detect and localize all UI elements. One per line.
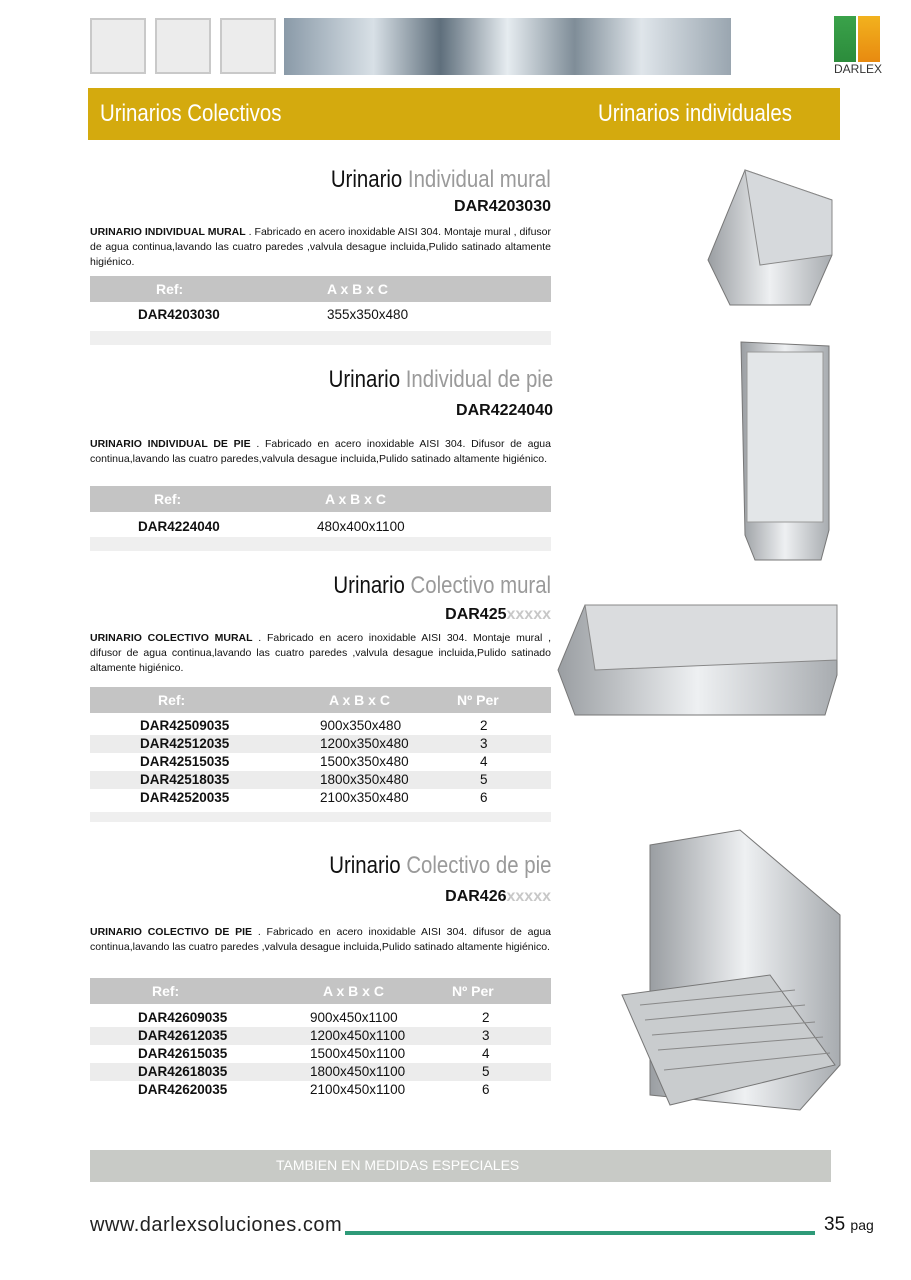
table-cell: 1800x350x480 bbox=[320, 772, 409, 787]
product-code: DAR4203030 bbox=[454, 198, 551, 215]
table-row bbox=[90, 735, 551, 753]
table-row bbox=[90, 771, 551, 789]
table-footer-stripe bbox=[90, 537, 551, 551]
table-cell: DAR42520035 bbox=[140, 790, 230, 805]
table-cell: 900x350x480 bbox=[320, 718, 402, 733]
table-cell: DAR42615035 bbox=[138, 1046, 228, 1061]
table-cell: 5 bbox=[482, 1064, 490, 1079]
table-cell: 6 bbox=[482, 1082, 490, 1097]
table-row bbox=[90, 1063, 551, 1081]
table-cell: 1200x450x1100 bbox=[310, 1028, 406, 1043]
table-cell: DAR42609035 bbox=[138, 1010, 228, 1025]
right-title: Urinarios individuales bbox=[598, 100, 792, 127]
table-cell: 2 bbox=[482, 1010, 490, 1025]
darlex-logo: DARLEX bbox=[834, 16, 882, 78]
table-row bbox=[90, 1081, 551, 1099]
product-title: Urinario Colectivo mural bbox=[333, 572, 551, 599]
urinal-colectivo-pie-image bbox=[620, 825, 860, 1115]
table-cell: DAR42509035 bbox=[140, 718, 230, 733]
table-cell: 4 bbox=[482, 1046, 490, 1061]
urinal-individual-mural-image bbox=[700, 165, 840, 315]
product-description: URINARIO COLECTIVO MURAL . Fabricado en acero inoxidable AISI 304. Montaje mural , difusor de agua continua,lavando las cuatro paredes ,valvula desague incluida,Pulido satinado altamente higiénico. bbox=[90, 632, 551, 674]
table-cell: 2 bbox=[480, 718, 488, 733]
table-row bbox=[90, 1045, 551, 1063]
table-cell: 1500x450x1100 bbox=[310, 1046, 406, 1061]
product-description: URINARIO INDIVIDUAL DE PIE . Fabricado en acero inoxidable AISI 304. Difusor de agua continua,lavando las cuatro paredes,valvula desague incluida,Pulido satinado altamente higiénico. bbox=[90, 438, 551, 465]
table-cell: 1800x450x1100 bbox=[310, 1064, 406, 1079]
table-row: DAR4224040 480x400x1100 bbox=[138, 519, 405, 534]
section-header-bar bbox=[88, 88, 840, 140]
table-row bbox=[90, 753, 551, 771]
table-cell: DAR42512035 bbox=[140, 736, 230, 751]
table-header: Ref: A x B x C bbox=[90, 486, 551, 512]
special-sizes-banner: TAMBIEN EN MEDIDAS ESPECIALES bbox=[90, 1150, 831, 1182]
table-cell: 6 bbox=[480, 790, 488, 805]
product-description: URINARIO COLECTIVO DE PIE . Fabricado en acero inoxidable AISI 304. difusor de agua continua,lavando las cuatro paredes ,valvula desague incluida,Pulido satinado altamente higiénico. bbox=[90, 926, 551, 953]
table-cell: DAR42618035 bbox=[138, 1064, 228, 1079]
table-cell: DAR42515035 bbox=[140, 754, 230, 769]
product-title: Urinario Colectivo de pie bbox=[328, 852, 551, 879]
table-cell: 1500x350x480 bbox=[320, 754, 409, 769]
table-header: Ref: A x B x C Nº Per bbox=[90, 687, 551, 713]
table-cell: 5 bbox=[480, 772, 488, 787]
table-cell: 900x450x1100 bbox=[310, 1010, 398, 1025]
table-header: Ref: A x B x C Nº Per bbox=[90, 978, 551, 1004]
table-row: DAR4203030 355x350x480 bbox=[138, 307, 409, 322]
table-cell: 3 bbox=[480, 736, 488, 751]
table-row bbox=[90, 1027, 551, 1045]
cleanroom-suit-icon bbox=[220, 18, 276, 74]
table-footer-stripe bbox=[90, 331, 551, 345]
product-code: DAR425xxxxx bbox=[445, 606, 551, 623]
table-cell: 4 bbox=[480, 754, 488, 769]
product-description: URINARIO INDIVIDUAL MURAL . Fabricado en acero inoxidable AISI 304. Montaje mural , difusor de agua continua,lavando las cuatro paredes ,valvula desague incluida,Pulido satinado altamente higiénico. bbox=[90, 226, 551, 268]
table-row bbox=[90, 789, 551, 807]
table-cell: 2100x450x1100 bbox=[310, 1082, 406, 1097]
table-cell: 1200x350x480 bbox=[320, 736, 409, 751]
table-cell: DAR42518035 bbox=[140, 772, 230, 787]
left-title: Urinarios Colectivos bbox=[100, 100, 282, 127]
footer-line bbox=[345, 1231, 815, 1235]
urinal-colectivo-mural-image bbox=[555, 600, 845, 720]
table-cell: 2100x350x480 bbox=[320, 790, 409, 805]
website-link[interactable]: www.darlexsoluciones.com bbox=[90, 1214, 343, 1236]
product-title: Urinario Individual de pie bbox=[328, 366, 553, 393]
table-row bbox=[90, 717, 551, 735]
page-number: 35 pag bbox=[824, 1214, 874, 1235]
table-cell: DAR42612035 bbox=[138, 1028, 228, 1043]
microscope-icon bbox=[155, 18, 211, 74]
header-banner-photo bbox=[284, 18, 731, 75]
table-row bbox=[90, 1009, 551, 1027]
table-header: Ref: A x B x C bbox=[90, 276, 551, 302]
product-title: Urinario Individual mural bbox=[331, 166, 551, 193]
urinal-individual-pie-image bbox=[735, 340, 835, 565]
table-footer-stripe bbox=[90, 812, 551, 822]
table-cell: DAR42620035 bbox=[138, 1082, 228, 1097]
table-cell: 3 bbox=[482, 1028, 490, 1043]
product-code: DAR4224040 bbox=[456, 402, 553, 419]
hospital-bed-icon bbox=[90, 18, 146, 74]
product-code: DAR426xxxxx bbox=[445, 888, 551, 905]
